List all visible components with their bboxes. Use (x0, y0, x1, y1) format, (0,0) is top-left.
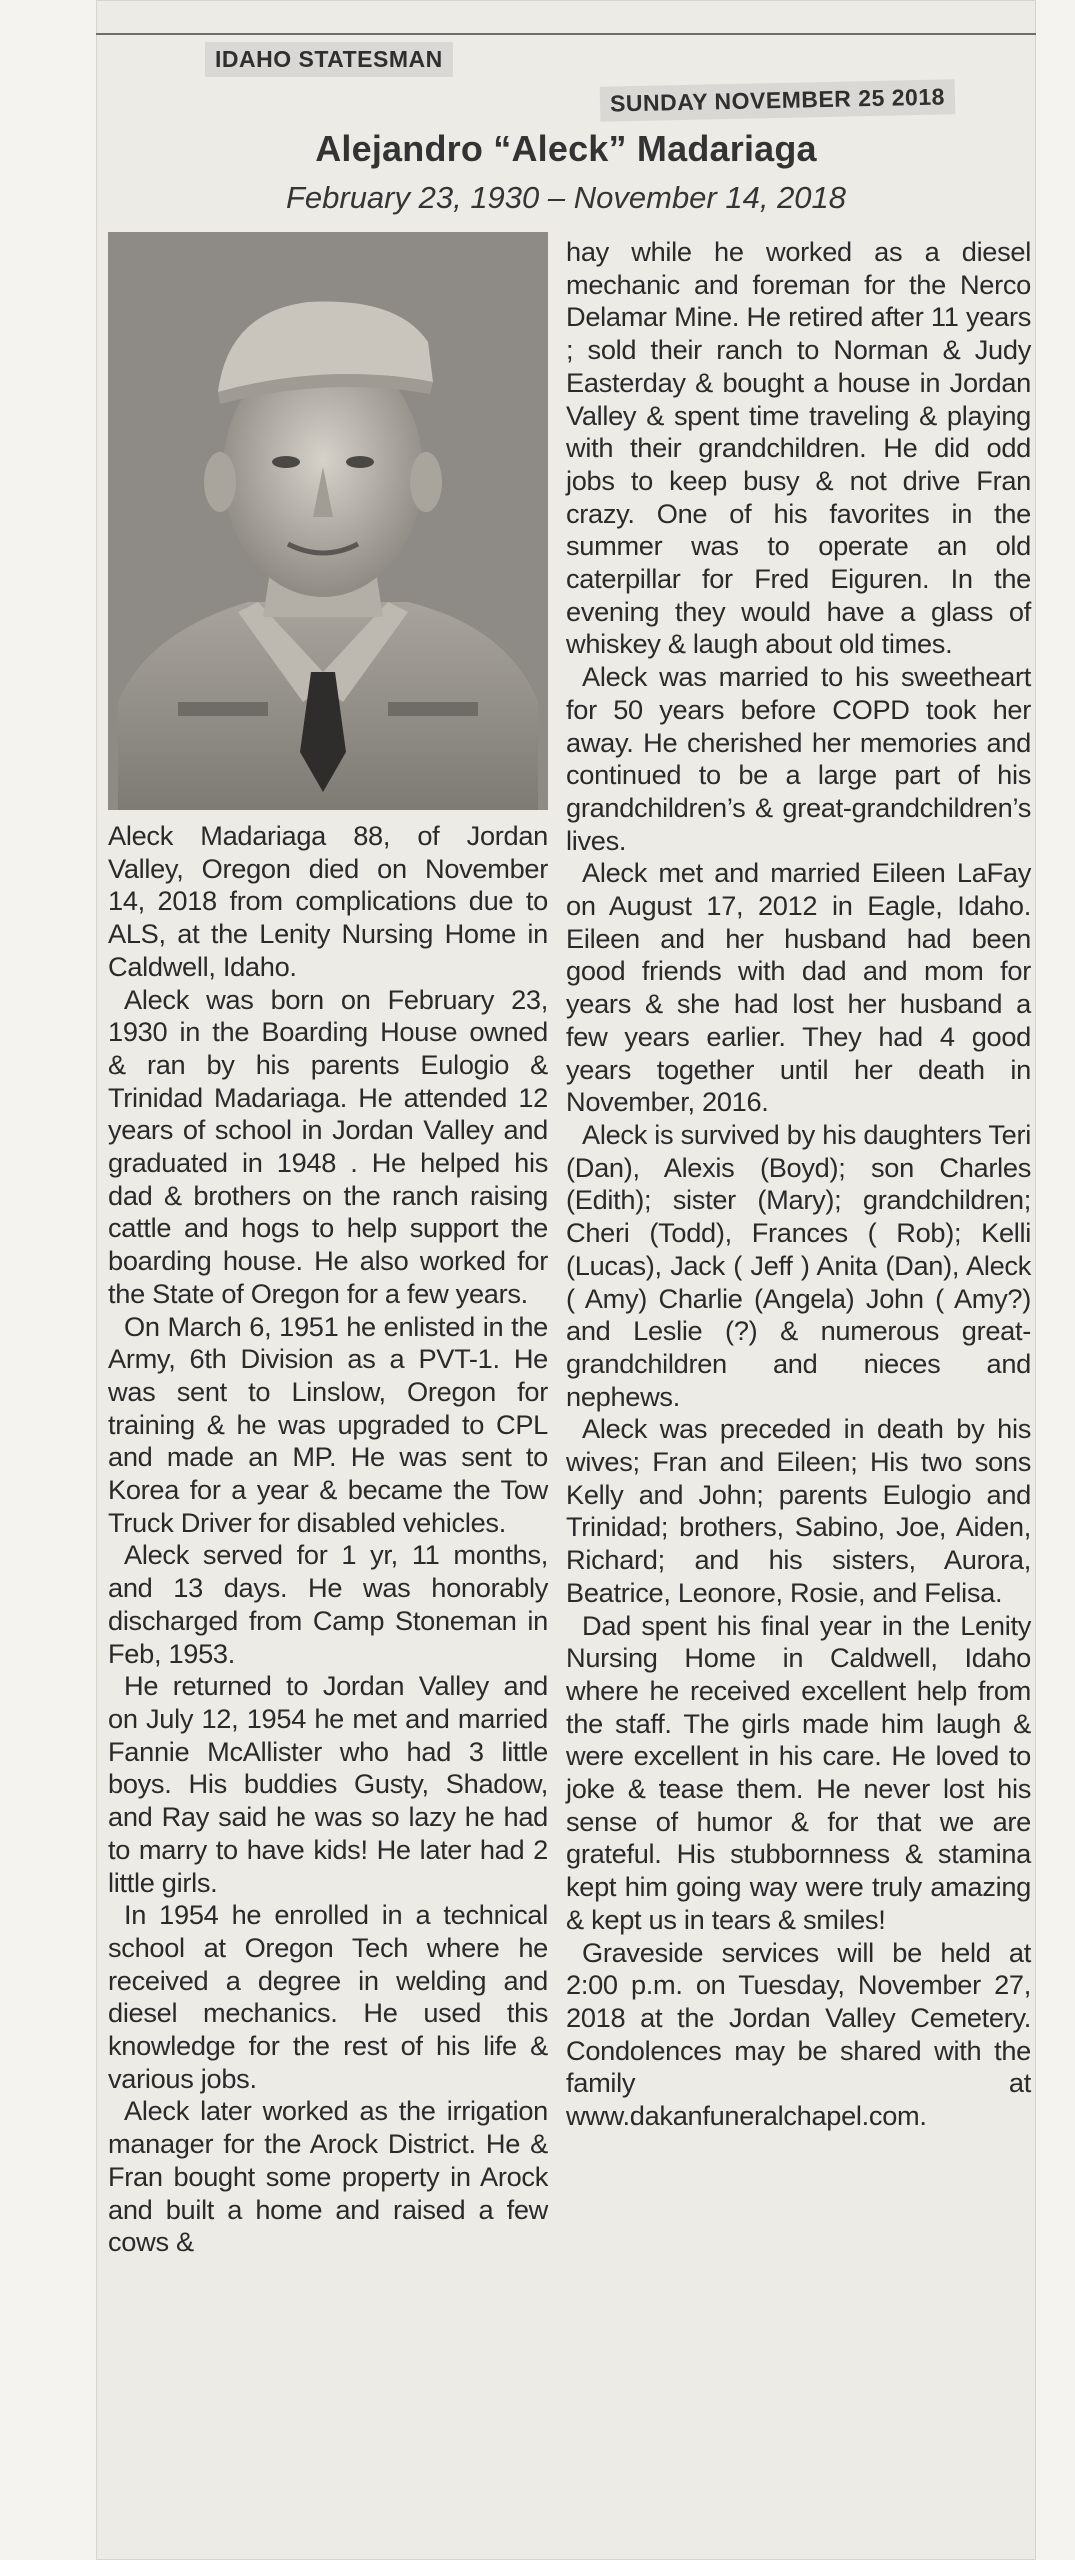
paragraph: Aleck served for 1 yr, 11 months, and 13 days. He was honorably discharged from Camp Stoneman in Feb, 1953. (108, 1539, 548, 1669)
paragraph: He returned to Jordan Valley and on July 12, 1954 he met and married Fannie McAllister who had 3 little boys. His buddies Gusty, Shadow, and Ray said he was so lazy he had to marry to have kids! He later had 2 little girls. (108, 1670, 548, 1898)
obituary-lifespan: February 23, 1930 – November 14, 2018 (285, 180, 847, 215)
paragraph: Aleck met and married Eileen LaFay on August 17, 2012 in Eagle, Idaho. Eileen and her husband had been good friends with dad and mom for years & she had lost her husband a few years earlier. They had 4 good years together until her death in November, 2016. (566, 857, 1031, 1118)
paragraph: Aleck was married to his sweetheart for 50 years before COPD took her away. He cherished her memories and continued to be a large part of his grandchildren’s & great-grandchildren’s lives. (566, 661, 1031, 856)
publication-label: IDAHO STATESMAN (205, 42, 453, 77)
obituary-column-right (566, 236, 1031, 2133)
paragraph: In 1954 he enrolled in a technical school at Oregon Tech where he received a degree in welding and diesel mechanics. He used this knowledge for the rest of his life & various jobs. (108, 1899, 548, 2094)
portrait-photo (108, 232, 548, 810)
paragraph: Aleck Madariaga 88, of Jordan Valley, Oregon died on November 14, 2018 from complications due to ALS, at the Lenity Nursing Home in Caldwell, Idaho. (108, 820, 548, 982)
paragraph: hay while he worked as a diesel mechanic and foreman for the Nerco Delamar Mine. He retired after 11 years ; sold their ranch to Norman & Judy Easterday & bought a house in Jordan Valley & spent time traveling & playing with their grandchildren. He did odd jobs to keep busy & not drive Fran crazy. One of his favorites in the summer was to operate an old caterpillar for Fred Eiguren. In the evening they would have a glass of whiskey & laugh about old times. (566, 236, 1031, 660)
obituary-column-left (108, 820, 548, 2259)
paragraph: Aleck was born on February 23, 1930 in the Boarding House owned & ran by his parents Eulogio & Trinidad Madariaga. He attended 12 years of school in Jordan Valley and graduated in 1948 . He helped his dad & brothers on the ranch raising cattle and hogs to help support the boarding house. He also worked for the State of Oregon for a few years. (108, 983, 548, 1309)
paragraph: Dad spent his final year in the Lenity Nursing Home in Caldwell, Idaho where he received excellent help from the staff. The girls made him laugh & were excellent in his care. He loved to joke & tease them. He never lost his sense of humor & for that we are grateful. His stubbornness & stamina kept him going way were truly amazing & kept us in tears & smiles! (566, 1609, 1031, 1935)
soldier-portrait-image (108, 232, 548, 810)
paragraph: Aleck was preceded in death by his wives; Fran and Eileen; His two sons Kelly and John; parents Eulogio and Trinidad; brothers, Sabino, Joe, Aiden, Richard; and his sisters, Aurora, Beatrice, Leonore, Rosie, and Felisa. (566, 1413, 1031, 1608)
edition-date-label: SUNDAY NOVEMBER 25 2018 (600, 79, 956, 121)
obituary-name: Alejandro “Aleck” Madariaga (315, 128, 817, 169)
paragraph: On March 6, 1951 he enlisted in the Army, 6th Division as a PVT-1. He was sent to Linslow, Oregon for training & he was upgraded to CPL and made an MP. He was sent to Korea for a year & became the Tow Truck Driver for disabled vehicles. (108, 1310, 548, 1538)
paragraph: Aleck is survived by his daughters Teri (Dan), Alexis (Boyd); son Charles (Edith); sister (Mary); grandchildren; Cheri (Todd), Frances ( Rob); Kelli (Lucas), Jack ( Jeff ) Anita (Dan), Aleck ( Amy) Charlie (Angela) John ( Amy?) and Leslie (?) & numerous great-grandchildren and nieces and nephews. (566, 1118, 1031, 1412)
paragraph: Graveside services will be held at 2:00 p.m. on Tuesday, November 27, 2018 at the Jordan Valley Cemetery. Condolences may be shared with the family at www.dakanfuneralchapel.com. (566, 1936, 1031, 2132)
paragraph: Aleck later worked as the irrigation manager for the Arock District. He & Fran bought some property in Arock and built a home and raised a few cows & (108, 2095, 548, 2258)
top-rule (96, 33, 1036, 35)
